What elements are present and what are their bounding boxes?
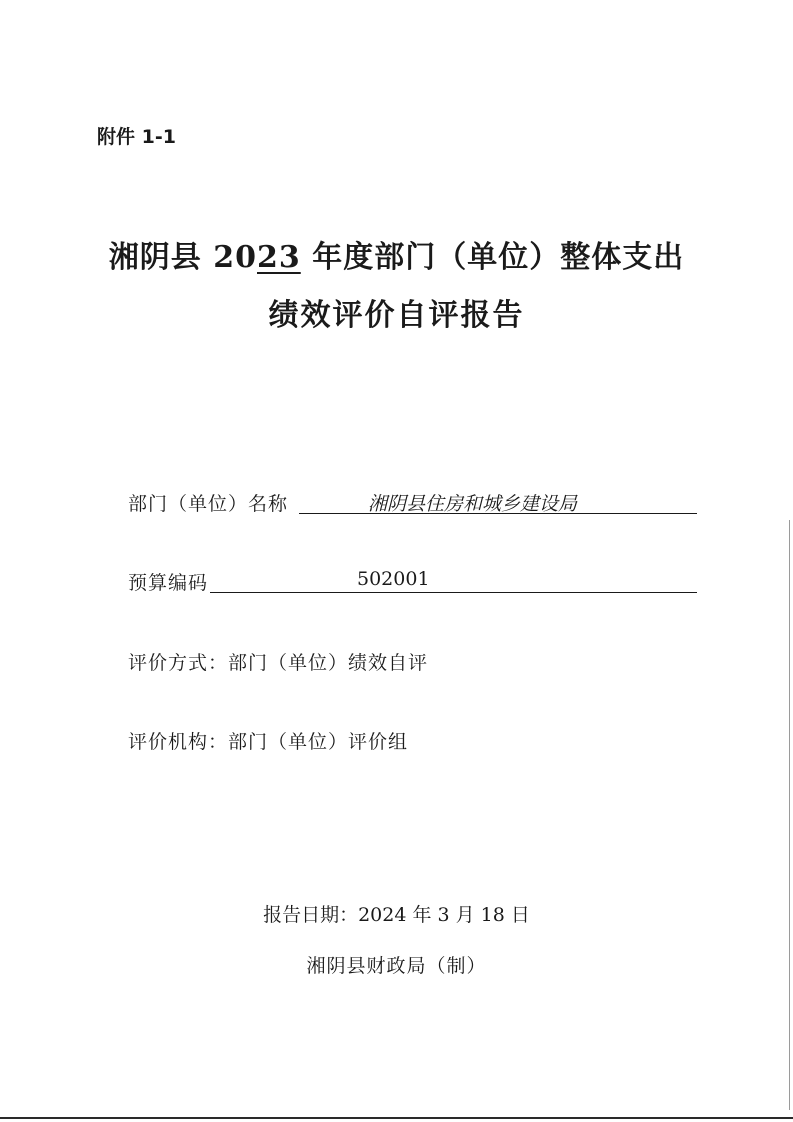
- evaluation-method: 评价方式：部门（单位）绩效自评: [128, 652, 429, 674]
- annex-label: 附件 1-1: [97, 126, 176, 148]
- budget-code-label: 预算编码: [128, 572, 209, 594]
- report-date: 报告日期：2024 年 3 月 18 日: [263, 904, 530, 926]
- title-year: 23: [257, 240, 301, 275]
- department-label: 部门（单位）名称: [128, 493, 289, 515]
- report-title-line1: [0, 232, 793, 276]
- budget-code-value: 502001: [357, 568, 430, 590]
- report-title-line2: 绩效评价自评报告: [268, 298, 525, 333]
- title-prefix: 湘阴县 20: [108, 240, 257, 275]
- scan-edge-line: [789, 520, 790, 1110]
- evaluation-org: 评价机构：部门（单位）评价组: [128, 731, 409, 753]
- bottom-rule: [0, 1117, 793, 1119]
- budget-code-underline: [210, 568, 697, 593]
- department-value: 湘阴县住房和城乡建设局: [368, 493, 578, 515]
- title-suffix: 年度部门（单位）整体支出: [300, 240, 685, 275]
- issuer: 湘阴县财政局（制）: [306, 955, 487, 977]
